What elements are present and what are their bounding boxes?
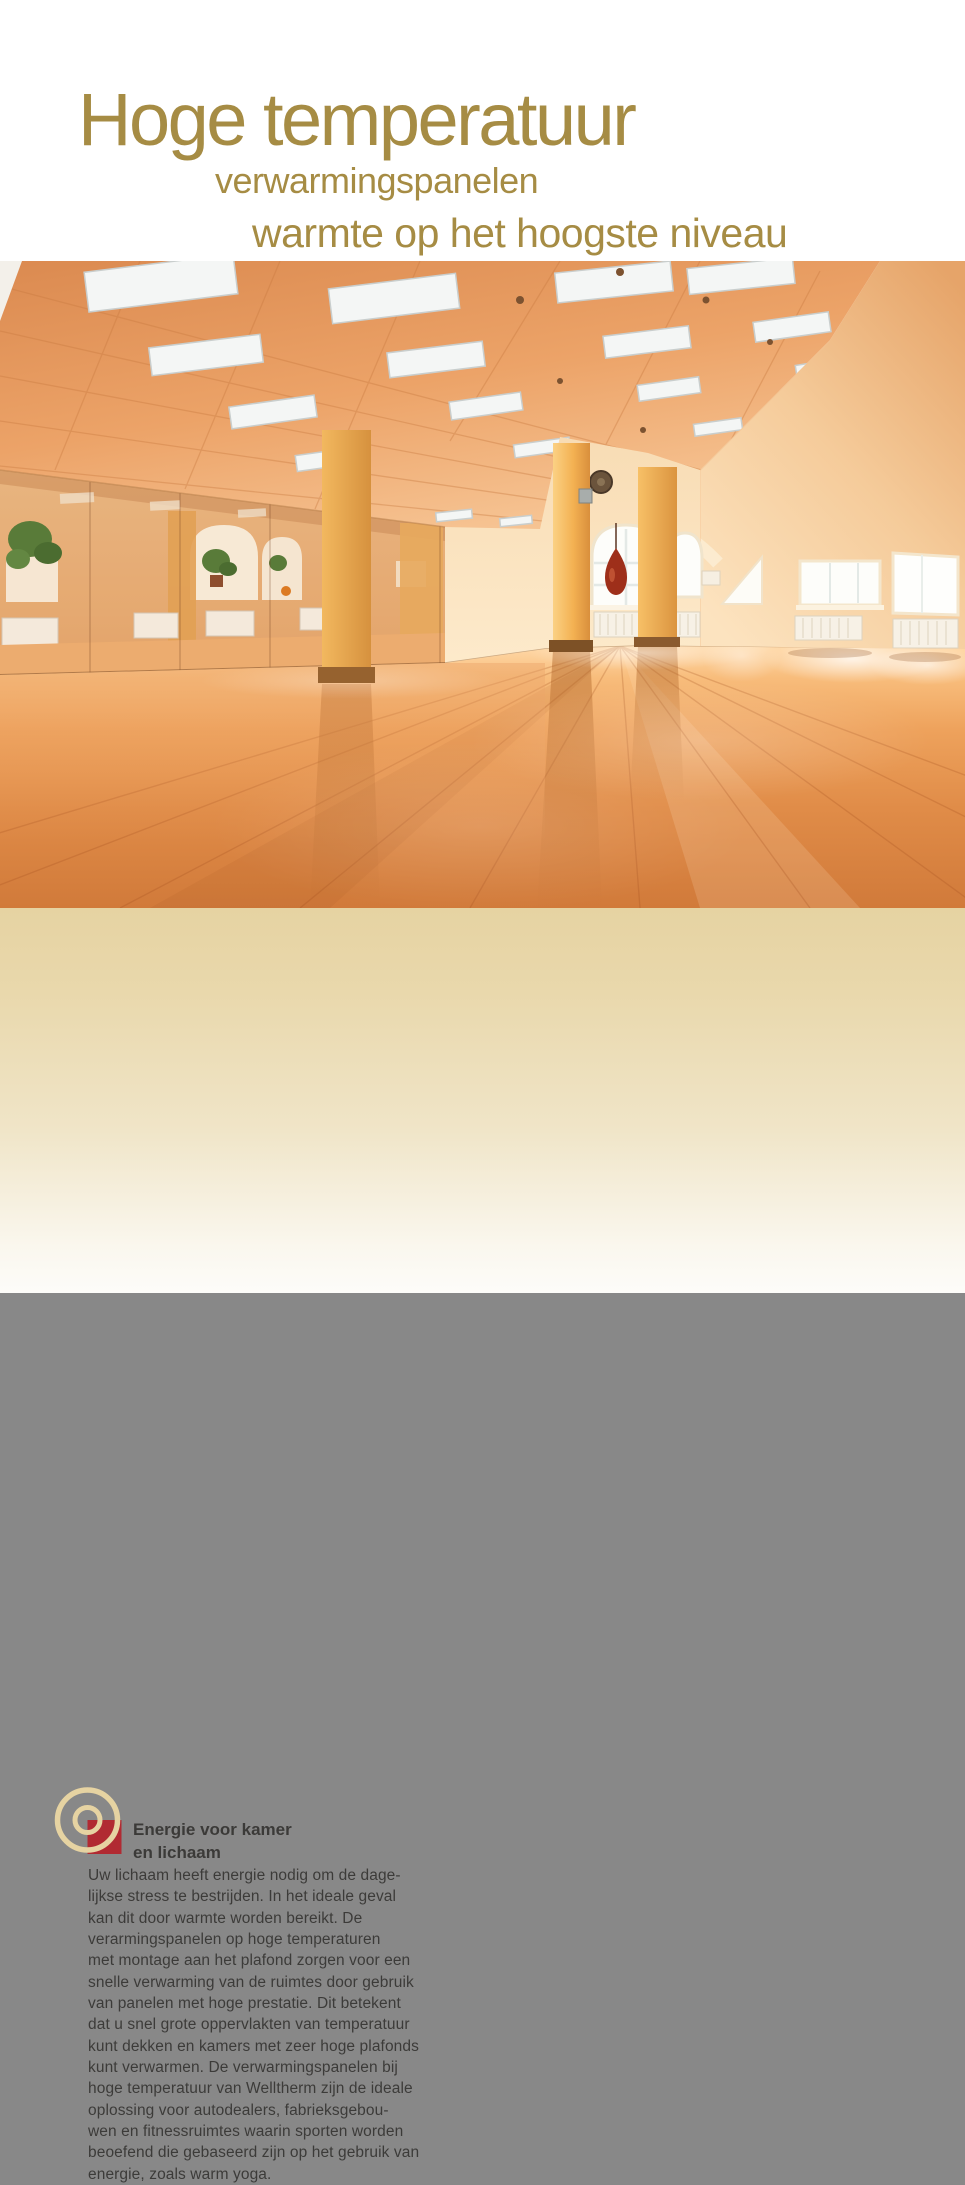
column-mid xyxy=(634,467,680,647)
article-heading-line1: Energie voor kamer xyxy=(133,1820,292,1839)
article-heading-line2: en lichaam xyxy=(133,1843,221,1862)
body-line: oplossing voor autodealers, fabrieksgebou- xyxy=(88,2101,389,2119)
body-line: Uw lichaam heeft energie nodig om de dage- xyxy=(88,1867,401,1884)
studio-photo-illustration xyxy=(0,261,965,908)
ac-unit xyxy=(702,571,720,585)
article-body xyxy=(88,1865,419,2185)
body-line: snelle verwarming van de ruimtes door gebruik xyxy=(88,1973,414,1991)
column-left xyxy=(318,430,375,683)
body-line: hoge temperatuur van Welltherm zijn de ideale xyxy=(88,2080,413,2098)
body-line: lijkse stress te bestrijden. In het ideale geval xyxy=(88,1888,397,1906)
body-line: beoefend die gebaseerd zijn op het gebruik van xyxy=(88,2144,420,2162)
photo-floor xyxy=(0,630,965,911)
body-line: met montage aan het plafond zorgen voor een xyxy=(88,1952,411,1970)
far-right-window xyxy=(893,553,958,615)
body-line: dat u snel grote oppervlakten van temperatuur xyxy=(88,2016,410,2034)
body-line: van panelen met hoge prestatie. Dit betekent xyxy=(88,1995,401,2013)
body-line: wen en fitnessruimtes waarin sporten worden xyxy=(88,2123,404,2141)
body-line: kunt verwarmen. De verwarmingspanelen bij xyxy=(88,2059,398,2077)
body-line: kunt dekken en kamers met zeer hoge plafonds xyxy=(88,2037,419,2055)
page-subtitle-1: verwarmingspanelen xyxy=(215,160,539,201)
studio-photo xyxy=(0,261,965,908)
article-section xyxy=(0,908,965,2183)
wave-logo-icon xyxy=(87,1820,122,1854)
body-line: kan dit door warmte worden bereikt. De xyxy=(88,1909,363,1927)
body-line: energie, zoals warm yoga. xyxy=(88,2165,272,2183)
column-front xyxy=(549,443,593,652)
page-title: Hoge temperatuur xyxy=(78,78,635,161)
column-fixture xyxy=(579,489,592,503)
body-line: verarmingspanelen op hoge temperaturen xyxy=(88,1931,381,1949)
page-subtitle-2: warmte op het hoogste niveau xyxy=(252,210,788,256)
rect-window xyxy=(800,561,880,605)
article-heading xyxy=(133,1818,292,1864)
